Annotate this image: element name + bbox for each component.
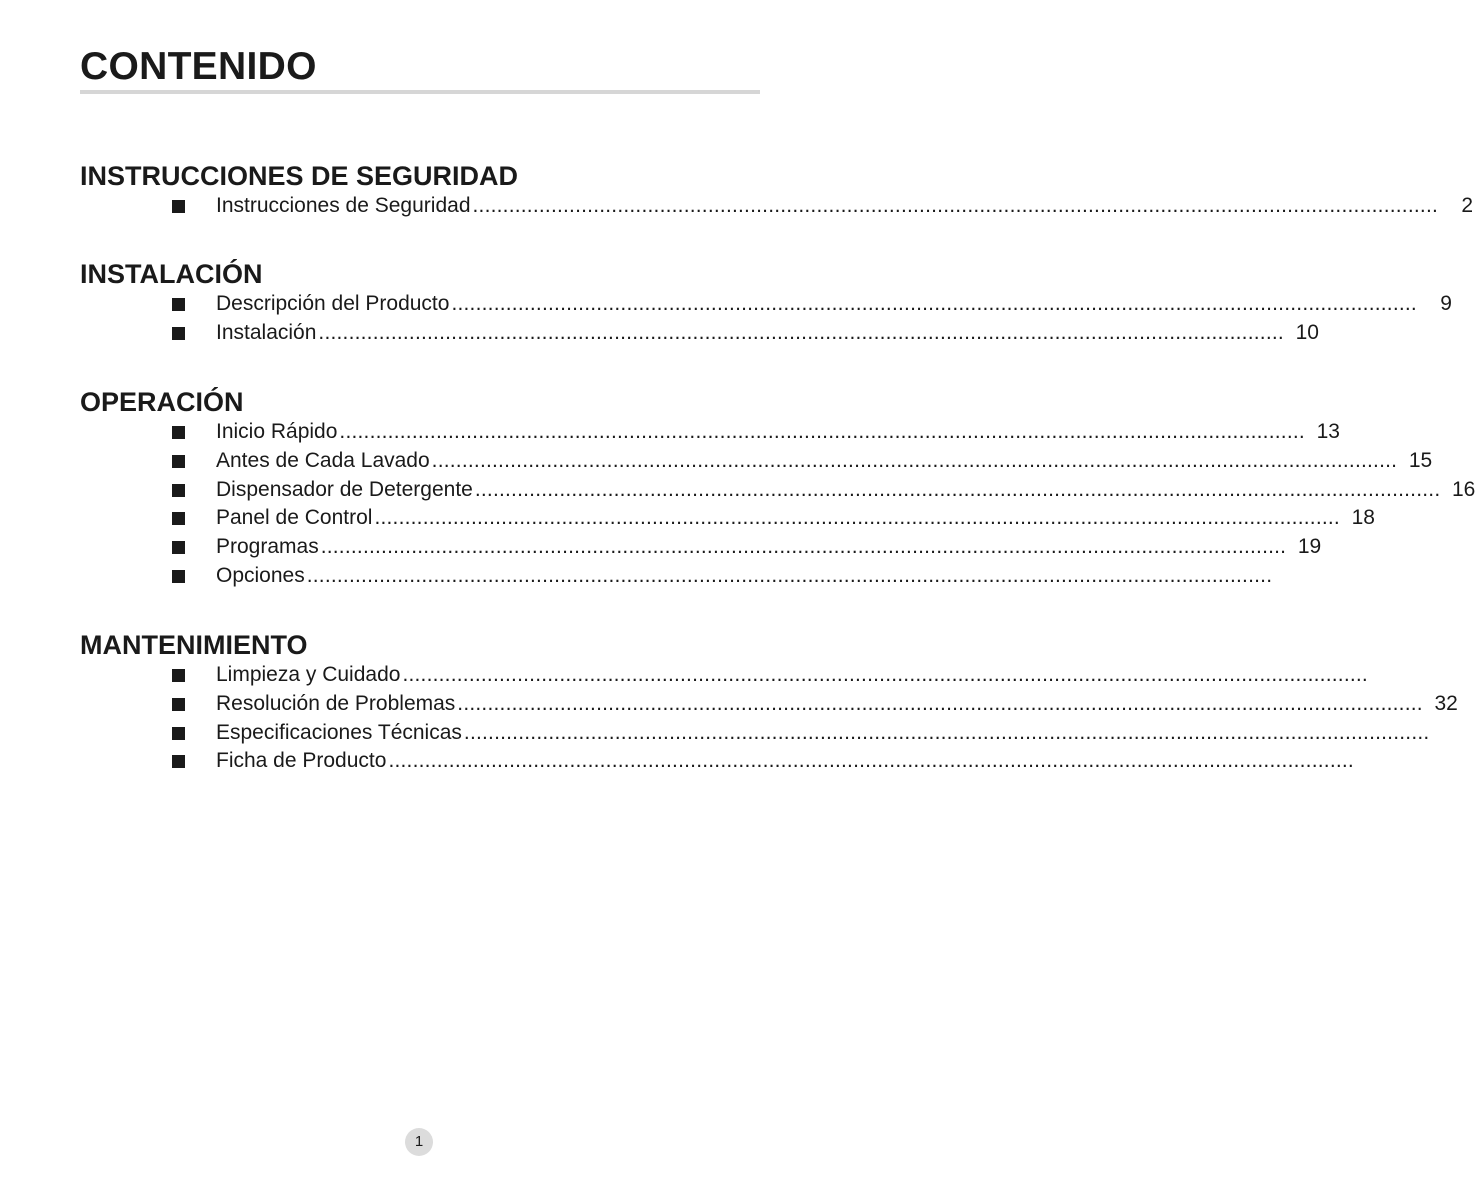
toc-entry-quick-start[interactable] [80, 418, 1340, 447]
dot-leader: ................................................................................................................................................................ [339, 420, 1305, 443]
toc-entry-page: 16 [1452, 477, 1475, 501]
dot-leader: ................................................................................................................................................................ [388, 749, 1354, 773]
toc-entry-page: 15 [1408, 448, 1433, 472]
dot-leader: ................................................................................................................................................................ [451, 292, 1417, 315]
square-bullet-icon [172, 426, 185, 439]
toc-entry-label: Dispensador de Detergente [216, 477, 473, 501]
toc-section-operation [80, 386, 1475, 591]
page-number-badge: 1 [405, 1128, 433, 1156]
toc-entry-page: 32 [1434, 691, 1458, 715]
toc-entry-label: Panel de Control [216, 506, 373, 530]
square-bullet-icon [172, 484, 185, 497]
toc-entry-page: 2 [1461, 194, 1474, 217]
dot-leader: ................................................................................................................................................................ [463, 720, 1430, 744]
toc-entry-installation[interactable] [80, 319, 1319, 348]
square-bullet-icon [172, 698, 185, 711]
dot-leader: ................................................................................................................................................................ [457, 691, 1423, 715]
square-bullet-icon [172, 755, 185, 768]
dot-leader: ................................................................................................................................................................ [374, 506, 1340, 530]
toc-entry-product-sheet[interactable] [80, 747, 1354, 776]
toc-entry-label: Instrucciones de Seguridad [216, 194, 471, 217]
toc-section-maintenance [80, 629, 1458, 776]
square-bullet-icon [172, 327, 185, 340]
toc-entry-label: Inicio Rápido [216, 420, 338, 443]
square-bullet-icon [172, 570, 185, 583]
dot-leader: ................................................................................................................................................................ [402, 663, 1368, 686]
dot-leader: ................................................................................................................................................................ [474, 477, 1441, 501]
dot-leader: ................................................................................................................................................................ [472, 194, 1439, 217]
toc-entry-page: 18 [1351, 506, 1375, 530]
square-bullet-icon [172, 727, 185, 740]
section-heading: INSTRUCCIONES DE SEGURIDAD [80, 161, 519, 191]
dot-leader: ................................................................................................................................................................ [318, 320, 1284, 344]
toc-entry-page: 13 [1316, 420, 1340, 443]
square-bullet-icon [172, 512, 185, 525]
section-heading: MANTENIMIENTO [80, 630, 308, 660]
toc-entry-cleaning-and-care[interactable] [80, 661, 1368, 690]
toc-entry-troubleshooting[interactable] [80, 690, 1458, 719]
page-title: CONTENIDO [80, 45, 317, 88]
toc-entry-label: Ficha de Producto [216, 749, 387, 773]
toc-entry-label: Limpieza y Cuidado [216, 663, 401, 686]
toc-entry-label: Especificaciones Técnicas [216, 720, 462, 744]
toc-list [80, 192, 1474, 221]
toc-list [80, 418, 1475, 591]
dot-leader: ................................................................................................................................................................ [431, 448, 1398, 472]
toc-entry-page: 9 [1440, 292, 1452, 315]
toc-entry-label: Programas [216, 535, 319, 559]
toc-entry-label: Antes de Cada Lavado [216, 448, 430, 472]
dot-leader: ................................................................................................................................................................ [320, 535, 1287, 559]
square-bullet-icon [172, 541, 185, 554]
title-divider [80, 90, 760, 94]
square-bullet-icon [172, 669, 185, 682]
toc-entry-control-panel[interactable] [80, 504, 1375, 533]
toc-entry-label: Instalación [216, 320, 317, 344]
toc-entry-label: Opciones [216, 563, 305, 587]
toc-section-installation [80, 258, 1452, 348]
toc-section-safety [80, 160, 1474, 221]
toc-entry-options[interactable] [80, 562, 1273, 591]
square-bullet-icon [172, 455, 185, 468]
toc-list [80, 290, 1452, 348]
toc-entry-label: Resolución de Problemas [216, 691, 456, 715]
toc-entry-detergent-dispenser[interactable] [80, 476, 1475, 505]
toc-entry-product-description[interactable] [80, 290, 1452, 319]
toc-entry-label: Descripción del Producto [216, 292, 450, 315]
toc-entry-before-each-wash[interactable] [80, 447, 1433, 476]
section-heading: INSTALACIÓN [80, 259, 263, 289]
square-bullet-icon [172, 298, 185, 311]
section-heading: OPERACIÓN [80, 387, 244, 417]
toc-entry-page: 19 [1297, 535, 1322, 559]
toc-list [80, 661, 1458, 776]
toc-entry-technical-specifications[interactable] [80, 719, 1430, 748]
square-bullet-icon [172, 200, 185, 213]
toc-entry-safety-instructions[interactable] [80, 192, 1474, 221]
toc-entry-programs[interactable] [80, 533, 1322, 562]
toc-entry-page: 10 [1295, 320, 1319, 344]
dot-leader: ................................................................................................................................................................ [306, 563, 1273, 587]
